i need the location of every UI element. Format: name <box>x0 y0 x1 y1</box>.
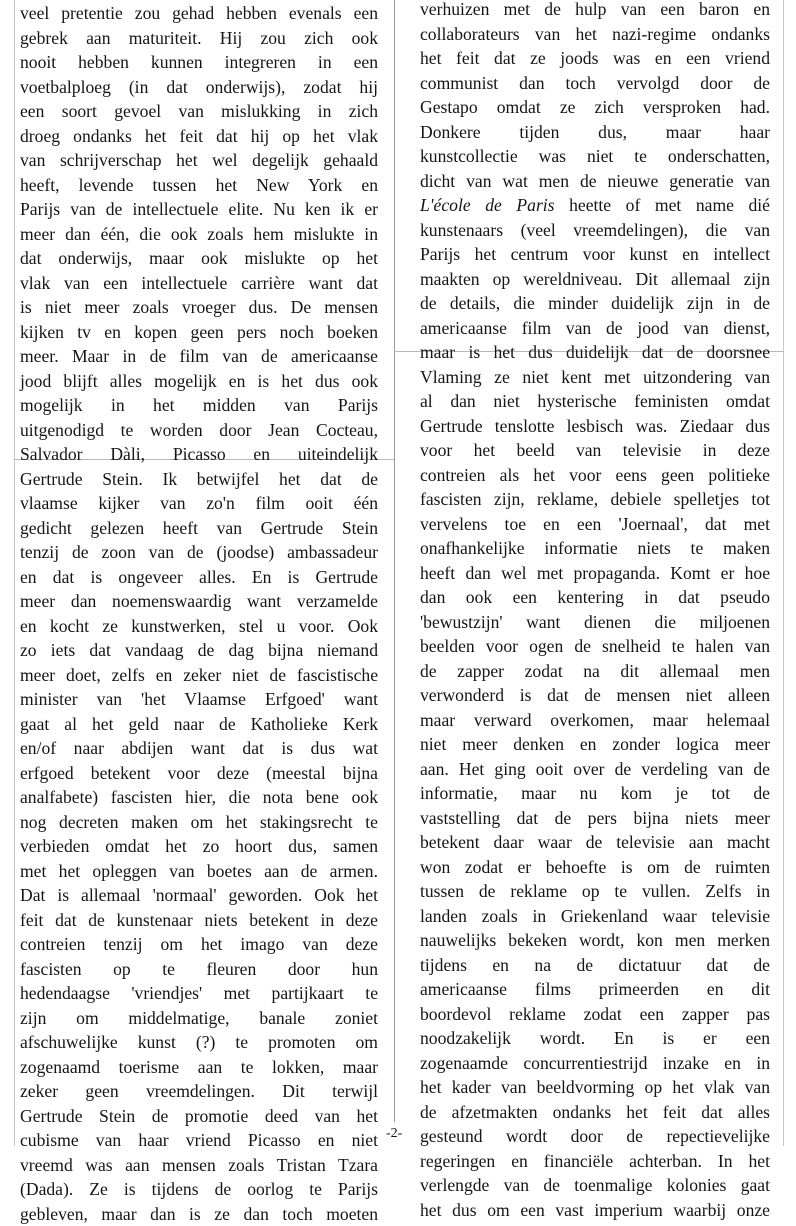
text-line: Salvador Dàli, Picasso en uiteindelijk <box>20 442 378 467</box>
text-line: nooit hebben kunnen integreren in een <box>20 50 378 75</box>
text-line: droeg ondanks het feit dat hij op het vlak <box>20 124 378 149</box>
text-line: zeker geen vreemdelingen. Dit terwijl <box>20 1079 378 1104</box>
text-line: onafhankelijke informatie niets te maken <box>420 536 770 561</box>
text-line: communist dan toch vervolgd door de <box>420 71 770 96</box>
text-line: van schrijverschap het wel degelijk gehaald <box>20 148 378 173</box>
text-line: informatie, maar nu kom je tot de <box>420 781 770 806</box>
scan-edge-right <box>783 0 784 1146</box>
text-line: gebrek aan maturiteit. Hij zou zich ook <box>20 26 378 51</box>
left-text-column <box>20 1 378 1226</box>
text-line: gaat al het geld naar de Katholieke Kerk <box>20 712 378 737</box>
text-line: en dat is ongeveer alles. En is Gertrude <box>20 565 378 590</box>
text-line: jood blijft alles mogelijk en is het dus ook <box>20 369 378 394</box>
text-line: voor het beeld van televisie in deze <box>420 438 770 463</box>
text-line: gesteund wordt door de repectievelijke <box>420 1124 770 1149</box>
text-line: voetbalploeg (in dat onderwijs), zodat hij <box>20 75 378 100</box>
text-line: mogelijk in het midden van Parijs <box>20 393 378 418</box>
text-line: Gestapo omdat ze zich versproken had. <box>420 95 770 120</box>
text-line: kunstcollectie was niet te onderschatten, <box>420 144 770 169</box>
text-line: afschuwelijke kunst (?) te promoten om <box>20 1030 378 1055</box>
text-line: zo iets dat vandaag de dag bijna niemand <box>20 638 378 663</box>
text-line: fascisten zijn, reklame, debiele spelletjes tot <box>420 487 770 512</box>
text-line: Dat is allemaal 'normaal' geworden. Ook het <box>20 883 378 908</box>
text-line: maar verward overkomen, maar helemaal <box>420 708 770 733</box>
text-line: meer. Maar in de film van de americaanse <box>20 344 378 369</box>
column-divider <box>394 0 395 1122</box>
page-number: -2- <box>386 1126 402 1142</box>
scan-edge-left <box>14 0 15 1146</box>
text-line: regeringen en financiële achterban. In het <box>420 1149 770 1174</box>
text-line: erfgoed betekent voor deze (meestal bijna <box>20 761 378 786</box>
text-line: vlaamse kijker van zo'n film ooit één <box>20 491 378 516</box>
text-line: minister van 'het Vlaamse Erfgoed' want <box>20 687 378 712</box>
text-line: heeft dan wel met propaganda. Komt er hoe <box>420 561 770 586</box>
text-line: niet meer denken en zonder logica meer <box>420 732 770 757</box>
text-line: tijdens en na de dictatuur dat de <box>420 953 770 978</box>
text-line: cubisme van haar vriend Picasso en niet <box>20 1128 378 1153</box>
italic-title: L'école de Paris <box>420 195 555 215</box>
text-line: won zodat er behoefte is om de ruimten <box>420 855 770 880</box>
text-line: americaanse films primeerden en dit <box>420 977 770 1002</box>
text-line: verhuizen met de hulp van een baron en <box>420 0 770 22</box>
text-line: Gertrude Stein. Ik betwijfel het dat de <box>20 467 378 492</box>
text-line: de afzetmakten ondanks het feit dat alles <box>420 1100 770 1125</box>
text-line: Parijs het centrum voor kunst en intellect <box>420 242 770 267</box>
text-line: tenzij de zoon van de (joodse) ambassadeur <box>20 540 378 565</box>
text-line: contreien tenzij om het imago van deze <box>20 932 378 957</box>
text-line: heeft, levende tussen het New York en <box>20 173 378 198</box>
text-line: tussen de reklame op te vullen. Zelfs in <box>420 879 770 904</box>
text-line: 'bewustzijn' want dienen die miljoenen <box>420 610 770 635</box>
text-line: het kader van beeldvorming op het vlak van <box>420 1075 770 1100</box>
text-line: het dus om een vast imperium waarbij onze <box>420 1198 770 1223</box>
text-line: een soort gevoel van mislukking in zich <box>20 99 378 124</box>
text-line: gebleven, maar dan is ze dan toch moeten <box>20 1202 378 1226</box>
text-line: zijn om middelmatige, banale zoniet <box>20 1006 378 1031</box>
right-text-column <box>420 0 770 1222</box>
text-line: Donkere tijden dus, maar haar <box>420 120 770 145</box>
text-line: en/of naar abdijen want dat is dus wat <box>20 736 378 761</box>
text-line: contreien als het voor eens geen politieke <box>420 463 770 488</box>
text-line: kijken tv en kopen geen pers noch boeken <box>20 320 378 345</box>
text-line: Parijs van de intellectuele elite. Nu ken ik er <box>20 197 378 222</box>
text-line: zogenaamde concurrentiestrijd inzake en in <box>420 1051 770 1076</box>
text-line: nauwelijks bekeken wordt, kon men merken <box>420 928 770 953</box>
text-line: Gertrude tenslotte lesbisch was. Ziedaar dus <box>420 414 770 439</box>
text-line: meer doet, zelfs en zeker niet de fascistische <box>20 663 378 688</box>
text-line <box>420 193 770 218</box>
text-line: noodzakelijk wordt. En is er een <box>420 1026 770 1051</box>
text-line: de zapper zodat na dit allemaal men <box>420 659 770 684</box>
text-line: is niet meer zoals vroeger dus. De mensen <box>20 295 378 320</box>
text-line: vlak van een intellectuele carrière want dat <box>20 271 378 296</box>
text-line: landen zoals in Griekenland waar televisie <box>420 904 770 929</box>
text-line: dicht van wat men de nieuwe generatie van <box>420 169 770 194</box>
text-line: nog decreten maken om het stakingsrecht te <box>20 810 378 835</box>
text-line: dan ook een kentering in dat pseudo <box>420 585 770 610</box>
text-line: boordevol reklame zodat een zapper pas <box>420 1002 770 1027</box>
text-line: dat onderwijs, maar ook mislukte op het <box>20 246 378 271</box>
text-line: veel pretentie zou gehad hebben evenals een <box>20 1 378 26</box>
text-line: maakten op wereldniveau. Dit allemaal zijn <box>420 267 770 292</box>
text-line: kunstenaars (veel vreemdelingen), die van <box>420 218 770 243</box>
text-line: (Dada). Ze is tijdens de oorlog te Parijs <box>20 1177 378 1202</box>
text-line: Vlaming ze niet kent met uitzondering van <box>420 365 770 390</box>
text-line: het feit dat ze joods was en een vriend <box>420 46 770 71</box>
text-line: betekent daar waar de televisie aan macht <box>420 830 770 855</box>
text-line: vaststelling dat de pers bijna niets meer <box>420 806 770 831</box>
text-line: fascisten op te fleuren door hun <box>20 957 378 982</box>
text-line: beelden voor ogen de snelheid te halen van <box>420 634 770 659</box>
text-line: hedendaagse 'vriendjes' met partijkaart te <box>20 981 378 1006</box>
text-line: americaanse film van de jood van dienst, <box>420 316 770 341</box>
text-line: verbieden omdat het zo hoort dus, samen <box>20 834 378 859</box>
text-line: maar is het dus duidelijk dat de doorsnee <box>420 340 770 365</box>
text-line: aan. Het ging ooit over de verdeling van de <box>420 757 770 782</box>
text-line: met het opleggen van boetes aan de armen. <box>20 859 378 884</box>
text-line: de details, die minder duidelijk zijn in de <box>420 291 770 316</box>
text-line: al dan niet hysterische feministen omdat <box>420 389 770 414</box>
text-line: meer dan noemenswaardig want verzamelde <box>20 589 378 614</box>
text-line: collaborateurs van het nazi-regime ondanks <box>420 22 770 47</box>
text-fragment: heette of met name dié <box>555 195 770 215</box>
text-line: en kocht ze kunstwerken, stel u voor. Ook <box>20 614 378 639</box>
text-line: Gertrude Stein de promotie deed van het <box>20 1104 378 1129</box>
text-line: vreemd was aan mensen zoals Tristan Tzara <box>20 1153 378 1178</box>
text-line: verlengde van de toenmalige kolonies gaat <box>420 1173 770 1198</box>
text-line: gedicht gelezen heeft van Gertrude Stein <box>20 516 378 541</box>
text-line: feit dat de kunstenaar niets betekent in deze <box>20 908 378 933</box>
text-line: uitgenodigd te worden door Jean Cocteau, <box>20 418 378 443</box>
text-line: meer dan één, die ook zoals hem mislukte in <box>20 222 378 247</box>
text-line: analfabete) fascisten hier, die nota bene ook <box>20 785 378 810</box>
text-line: vervelens toe en een 'Joernaal', dat met <box>420 512 770 537</box>
text-line: verwonderd is dat de mensen niet alleen <box>420 683 770 708</box>
text-line: zogenaamd toerisme aan te lokken, maar <box>20 1055 378 1080</box>
